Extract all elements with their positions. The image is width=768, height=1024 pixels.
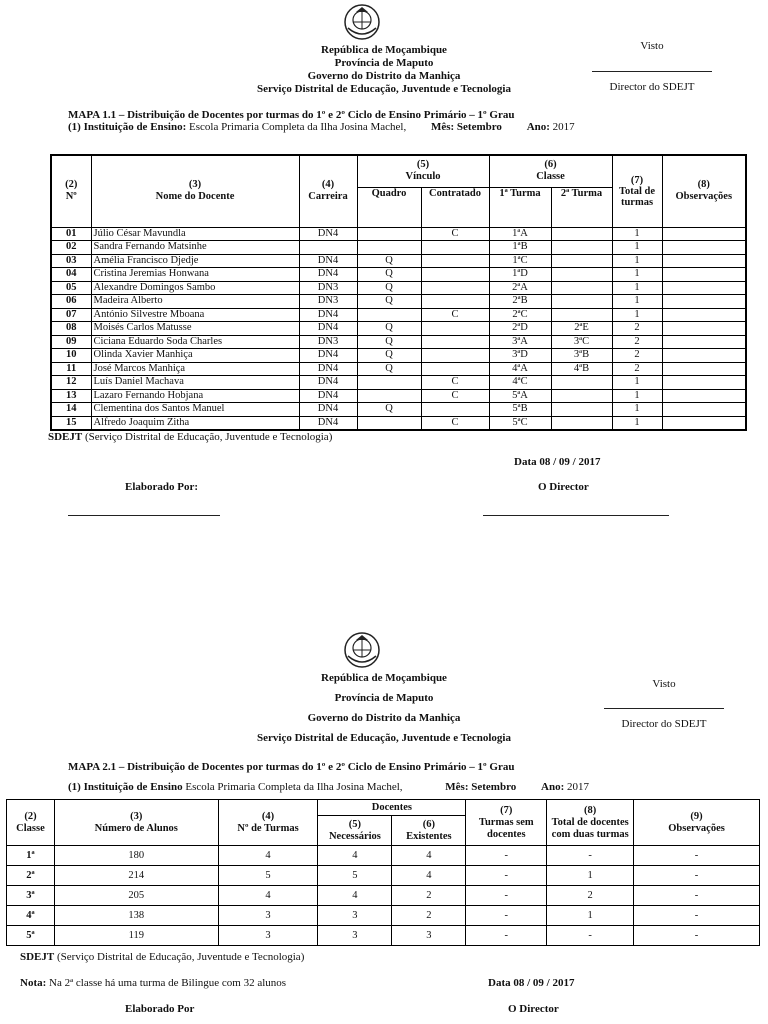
table-cell-quadro: Q — [357, 349, 421, 363]
table-cell-classe: 3ª — [7, 886, 55, 906]
doc1-header-provincia: Província de Maputo — [334, 57, 434, 69]
table-cell-numero: 13 — [51, 389, 91, 403]
col-2a-turma: 2ª Turma — [551, 187, 612, 227]
table-cell-total: 2 — [612, 335, 662, 349]
doc2-institution-line — [68, 781, 589, 793]
table-cell-alunos: 214 — [54, 866, 218, 886]
table-cell-contratado: C — [421, 389, 489, 403]
table-cell-nome: José Marcos Manhiça — [91, 362, 299, 376]
col-existentes: (6) Existentes — [392, 816, 466, 846]
table-cell-contratado — [421, 349, 489, 363]
table-cell-nome: Ciciana Eduardo Soda Charles — [91, 335, 299, 349]
col-nome-docente: (3) Nome do Docente — [91, 155, 299, 227]
col-turmas-sem-docentes: (7) Turmas sem docentes — [466, 800, 547, 846]
table-cell-1a-turma: 1ªA — [489, 227, 551, 241]
table-cell-1a-turma: 3ªA — [489, 335, 551, 349]
table-cell-observacoes — [662, 281, 746, 295]
table-cell-total: 1 — [612, 416, 662, 430]
table-cell-nome: Júlio César Mavundla — [91, 227, 299, 241]
table-cell-quadro: Q — [357, 268, 421, 282]
table-cell-quadro: Q — [357, 281, 421, 295]
table-cell-duas-turmas: 1 — [547, 906, 634, 926]
table-cell-carreira: DN3 — [299, 281, 357, 295]
table-cell-1a-turma: 5ªC — [489, 416, 551, 430]
col-necessarios: (5) Necessários — [318, 816, 392, 846]
table-row — [51, 403, 746, 417]
doc2-nota — [20, 977, 286, 989]
table-cell-observacoes: - — [634, 866, 760, 886]
table-cell-quadro — [357, 416, 421, 430]
table-cell-total: 1 — [612, 268, 662, 282]
table-row — [51, 241, 746, 255]
table-cell-numero: 01 — [51, 227, 91, 241]
table-cell-2a-turma: 2ªE — [551, 322, 612, 336]
table-cell-numero: 08 — [51, 322, 91, 336]
table-cell-2a-turma: 3ªB — [551, 349, 612, 363]
table-cell-observacoes — [662, 241, 746, 255]
table-cell-existentes: 3 — [392, 926, 466, 946]
table-cell-alunos: 119 — [54, 926, 218, 946]
table-cell-turmas: 5 — [218, 866, 318, 886]
table-row — [51, 376, 746, 390]
table-cell-existentes: 4 — [392, 846, 466, 866]
doc1-elaborado-por: Elaborado Por: — [125, 481, 199, 493]
table-cell-necessarios: 3 — [318, 906, 392, 926]
table-cell-numero: 07 — [51, 308, 91, 322]
table-cell-carreira: DN3 — [299, 295, 357, 309]
table-cell-carreira: DN4 — [299, 362, 357, 376]
table-cell-contratado: C — [421, 308, 489, 322]
doc1-map-title: MAPA 1.1 – Distribuição de Docentes por turmas do 1º e 2º Ciclo de Ensino Primário – 1º Grau — [68, 109, 515, 121]
table-row — [51, 322, 746, 336]
doc1-table-body — [51, 227, 746, 430]
table-cell-2a-turma — [551, 308, 612, 322]
table-cell-observacoes: - — [634, 846, 760, 866]
doc2-table-header-row-1 — [7, 800, 760, 816]
table-cell-duas-turmas: 1 — [547, 866, 634, 886]
doc2-visto: Visto — [652, 678, 676, 690]
table-cell-observacoes: - — [634, 926, 760, 946]
table-cell-duas-turmas: 2 — [547, 886, 634, 906]
table-cell-carreira: DN3 — [299, 335, 357, 349]
table-cell-observacoes — [662, 403, 746, 417]
table-row — [7, 846, 760, 866]
table-cell-existentes: 2 — [392, 886, 466, 906]
table-cell-carreira: DN4 — [299, 322, 357, 336]
doc1-sdejt-full: (Serviço Distrital de Educação, Juventude e Tecnologia) — [85, 431, 333, 443]
table-cell-carreira: DN4 — [299, 227, 357, 241]
doc1-visto: Visto — [640, 40, 664, 52]
col-total-turmas: (7) Total de turmas — [612, 155, 662, 227]
table-cell-quadro — [357, 389, 421, 403]
table-cell-nome: Olinda Xavier Manhiça — [91, 349, 299, 363]
table-cell-nome: Alfredo Joaquim Zitha — [91, 416, 299, 430]
table-cell-necessarios: 4 — [318, 846, 392, 866]
table-cell-contratado: C — [421, 227, 489, 241]
table-cell-nome: Lazaro Fernando Hobjana — [91, 389, 299, 403]
table-cell-numero: 12 — [51, 376, 91, 390]
table-cell-numero: 11 — [51, 362, 91, 376]
table-cell-carreira: DN4 — [299, 403, 357, 417]
table-cell-contratado — [421, 335, 489, 349]
table-row — [51, 295, 746, 309]
doc2-ano-label: Ano: — [541, 781, 565, 793]
table-cell-alunos: 180 — [54, 846, 218, 866]
table-cell-numero: 10 — [51, 349, 91, 363]
doc1-inst-value: Escola Primaria Completa da Ilha Josina Machel, — [189, 121, 407, 133]
doc2-classes-table — [6, 799, 760, 946]
doc1-header-governo: Governo do Distrito da Manhiça — [307, 70, 461, 82]
table-cell-alunos: 205 — [54, 886, 218, 906]
doc1-sdejt-abbr: SDEJT — [48, 431, 83, 443]
table-cell-numero: 15 — [51, 416, 91, 430]
table-row — [51, 268, 746, 282]
doc1-director-sdejt: Director do SDEJT — [609, 81, 695, 93]
table-cell-necessarios: 5 — [318, 866, 392, 886]
table-cell-2a-turma — [551, 389, 612, 403]
table-cell-quadro: Q — [357, 322, 421, 336]
table-cell-numero: 05 — [51, 281, 91, 295]
table-row — [51, 416, 746, 430]
table-cell-contratado — [421, 254, 489, 268]
doc1-director-signature-line — [483, 515, 669, 516]
table-cell-contratado — [421, 241, 489, 255]
table-row — [7, 906, 760, 926]
doc2-nota-text: Na 2ª classe há uma turma de Bilingue com 32 alunos — [49, 977, 287, 989]
table-cell-contratado — [421, 268, 489, 282]
table-cell-turmas: 3 — [218, 906, 318, 926]
table-row — [51, 308, 746, 322]
table-row — [51, 335, 746, 349]
table-cell-numero: 03 — [51, 254, 91, 268]
table-cell-total: 1 — [612, 308, 662, 322]
table-cell-turmas: 4 — [218, 846, 318, 866]
table-cell-quadro: Q — [357, 335, 421, 349]
doc2-mes: Mês: Setembro — [445, 781, 517, 793]
table-cell-necessarios: 3 — [318, 926, 392, 946]
table-cell-quadro — [357, 241, 421, 255]
table-cell-existentes: 2 — [392, 906, 466, 926]
doc2-elaborado-por: Elaborado Por — [125, 1003, 195, 1015]
doc1-elaborado-signature-line — [68, 515, 220, 516]
table-cell-2a-turma — [551, 268, 612, 282]
col-observacoes: (8) Observações — [662, 155, 746, 227]
table-cell-carreira: DN4 — [299, 376, 357, 390]
table-row — [51, 227, 746, 241]
table-cell-quadro — [357, 227, 421, 241]
table-cell-1a-turma: 1ªD — [489, 268, 551, 282]
doc2-map-title: MAPA 2.1 – Distribuição de Docentes por turmas do 1º e 2º Ciclo de Ensino Primário – 1º Grau — [68, 761, 515, 773]
table-cell-classe: 4ª — [7, 906, 55, 926]
table-cell-observacoes — [662, 335, 746, 349]
doc2-header-servico: Serviço Distrital de Educação, Juventude e Tecnologia — [257, 732, 511, 744]
doc1-ano-value: 2017 — [552, 121, 575, 133]
doc1-institution-line — [68, 121, 575, 133]
doc2-ano-value: 2017 — [567, 781, 589, 793]
table-row — [7, 886, 760, 906]
table-cell-nome: Madeira Alberto — [91, 295, 299, 309]
col-numero-turmas: (4) Nº de Turmas — [218, 800, 318, 846]
table-cell-contratado: C — [421, 376, 489, 390]
table-cell-quadro: Q — [357, 254, 421, 268]
table-cell-total: 1 — [612, 295, 662, 309]
col-classe: (6) Classe — [489, 155, 612, 187]
table-cell-total: 2 — [612, 322, 662, 336]
table-cell-necessarios: 4 — [318, 886, 392, 906]
table-cell-observacoes — [662, 322, 746, 336]
table-cell-quadro — [357, 376, 421, 390]
doc1-table-header-row-1 — [51, 155, 746, 187]
table-row — [51, 254, 746, 268]
table-cell-2a-turma — [551, 403, 612, 417]
table-cell-numero: 02 — [51, 241, 91, 255]
table-cell-carreira — [299, 241, 357, 255]
table-cell-alunos: 138 — [54, 906, 218, 926]
table-cell-total: 1 — [612, 254, 662, 268]
table-cell-carreira: DN4 — [299, 254, 357, 268]
table-cell-2a-turma — [551, 376, 612, 390]
table-cell-1a-turma: 2ªD — [489, 322, 551, 336]
table-cell-observacoes — [662, 268, 746, 282]
doc2-inst-value: Escola Primaria Completa da Ilha Josina Machel, — [185, 781, 403, 793]
table-cell-observacoes — [662, 362, 746, 376]
table-cell-carreira: DN4 — [299, 389, 357, 403]
table-cell-numero: 09 — [51, 335, 91, 349]
col-1a-turma: 1ª Turma — [489, 187, 551, 227]
table-cell-1a-turma: 2ªA — [489, 281, 551, 295]
table-cell-sem-docentes: - — [466, 866, 547, 886]
doc1-visto-signature-line — [592, 71, 712, 72]
table-cell-quadro — [357, 308, 421, 322]
table-cell-observacoes: - — [634, 906, 760, 926]
table-cell-contratado: C — [421, 416, 489, 430]
doc1-inst-label: (1) Instituição de Ensino: — [68, 121, 187, 133]
table-cell-1a-turma: 5ªB — [489, 403, 551, 417]
col-numero: (2) Nº — [51, 155, 91, 227]
doc1-footer-sdejt — [48, 431, 332, 443]
table-cell-2a-turma: 4ªB — [551, 362, 612, 376]
table-cell-observacoes — [662, 308, 746, 322]
doc2-header-republica: República de Moçambique — [321, 672, 447, 684]
table-cell-total: 1 — [612, 281, 662, 295]
table-cell-contratado — [421, 295, 489, 309]
doc2-footer-sdejt — [20, 951, 304, 963]
table-cell-2a-turma — [551, 416, 612, 430]
col-observacoes: (9) Observações — [634, 800, 760, 846]
table-cell-nome: Amélia Francisco Djedje — [91, 254, 299, 268]
doc2-sdejt-full: (Serviço Distrital de Educação, Juventude e Tecnologia) — [57, 951, 305, 963]
doc2-header-provincia: Província de Maputo — [334, 692, 434, 704]
doc2-visto-signature-line — [604, 708, 724, 709]
table-cell-carreira: DN4 — [299, 349, 357, 363]
table-cell-turmas: 3 — [218, 926, 318, 946]
col-numero-alunos: (3) Número de Alunos — [54, 800, 218, 846]
table-cell-sem-docentes: - — [466, 906, 547, 926]
table-cell-2a-turma — [551, 295, 612, 309]
table-cell-total: 1 — [612, 376, 662, 390]
table-cell-2a-turma — [551, 281, 612, 295]
doc2-sdejt-abbr: SDEJT — [20, 951, 55, 963]
col-contratado: Contratado — [421, 187, 489, 227]
table-cell-nome: Alexandre Domingos Sambo — [91, 281, 299, 295]
table-cell-quadro: Q — [357, 403, 421, 417]
doc1-teachers-table — [50, 154, 747, 431]
doc1-header-servico: Serviço Distrital de Educação, Juventude e Tecnologia — [257, 83, 511, 95]
table-cell-carreira: DN4 — [299, 268, 357, 282]
table-cell-2a-turma: 3ªC — [551, 335, 612, 349]
table-row — [51, 362, 746, 376]
table-cell-contratado — [421, 281, 489, 295]
table-cell-sem-docentes: - — [466, 926, 547, 946]
table-row — [7, 866, 760, 886]
table-cell-nome: Cristina Jeremias Honwana — [91, 268, 299, 282]
doc1-date: Data 08 / 09 / 2017 — [514, 456, 601, 468]
doc1-o-director: O Director — [538, 481, 589, 493]
table-row — [7, 926, 760, 946]
table-cell-observacoes — [662, 376, 746, 390]
table-cell-numero: 06 — [51, 295, 91, 309]
table-cell-quadro: Q — [357, 362, 421, 376]
doc2-inst-label: (1) Instituição de Ensino — [68, 781, 183, 793]
table-cell-total: 1 — [612, 389, 662, 403]
table-cell-numero: 14 — [51, 403, 91, 417]
table-cell-total: 1 — [612, 241, 662, 255]
table-cell-1a-turma: 4ªA — [489, 362, 551, 376]
table-cell-observacoes — [662, 227, 746, 241]
table-cell-observacoes: - — [634, 886, 760, 906]
table-cell-2a-turma — [551, 227, 612, 241]
table-cell-contratado — [421, 322, 489, 336]
table-cell-numero: 04 — [51, 268, 91, 282]
table-cell-nome: Moisés Carlos Matusse — [91, 322, 299, 336]
col-quadro: Quadro — [357, 187, 421, 227]
col-docentes-duas-turmas: (8) Total de docentes com duas turmas — [547, 800, 634, 846]
table-cell-total: 2 — [612, 362, 662, 376]
table-cell-1a-turma: 2ªC — [489, 308, 551, 322]
doc1-ano-label: Ano: — [526, 121, 550, 133]
table-cell-carreira: DN4 — [299, 308, 357, 322]
doc2-table-body — [7, 846, 760, 946]
col-vinculo: (5) Vínculo — [357, 155, 489, 187]
col-docentes: Docentes — [318, 800, 466, 816]
doc2-director-sdejt: Director do SDEJT — [621, 718, 707, 730]
mozambique-emblem-icon — [342, 630, 382, 670]
doc1-mes: Mês: Setembro — [430, 121, 502, 133]
table-cell-turmas: 4 — [218, 886, 318, 906]
table-cell-sem-docentes: - — [466, 846, 547, 866]
table-cell-duas-turmas: - — [547, 846, 634, 866]
table-cell-nome: Luís Daniel Machava — [91, 376, 299, 390]
col-carreira: (4) Carreira — [299, 155, 357, 227]
table-cell-1a-turma: 1ªC — [489, 254, 551, 268]
table-cell-observacoes — [662, 349, 746, 363]
table-cell-observacoes — [662, 254, 746, 268]
table-cell-sem-docentes: - — [466, 886, 547, 906]
doc2-header-governo: Governo do Distrito da Manhiça — [307, 712, 461, 724]
col-classe: (2) Classe — [7, 800, 55, 846]
table-row — [51, 349, 746, 363]
table-cell-observacoes — [662, 389, 746, 403]
table-cell-classe: 1ª — [7, 846, 55, 866]
table-cell-1a-turma: 1ªB — [489, 241, 551, 255]
table-cell-contratado — [421, 362, 489, 376]
table-cell-contratado — [421, 403, 489, 417]
doc2-nota-label: Nota: — [20, 977, 47, 989]
table-cell-1a-turma: 2ªB — [489, 295, 551, 309]
doc1-header-republica: República de Moçambique — [321, 44, 447, 56]
table-cell-duas-turmas: - — [547, 926, 634, 946]
table-cell-1a-turma: 4ªC — [489, 376, 551, 390]
table-row — [51, 389, 746, 403]
table-cell-total: 1 — [612, 403, 662, 417]
table-cell-observacoes — [662, 416, 746, 430]
table-cell-carreira: DN4 — [299, 416, 357, 430]
table-cell-total: 1 — [612, 227, 662, 241]
table-cell-1a-turma: 3ªD — [489, 349, 551, 363]
table-cell-quadro: Q — [357, 295, 421, 309]
table-row — [51, 281, 746, 295]
table-cell-nome: Clementina dos Santos Manuel — [91, 403, 299, 417]
mozambique-emblem-icon — [342, 2, 382, 42]
table-cell-nome: António Silvestre Mboana — [91, 308, 299, 322]
doc2-o-director: O Director — [508, 1003, 559, 1015]
table-cell-classe: 5ª — [7, 926, 55, 946]
table-cell-2a-turma — [551, 241, 612, 255]
table-cell-classe: 2ª — [7, 866, 55, 886]
table-cell-total: 2 — [612, 349, 662, 363]
table-cell-existentes: 4 — [392, 866, 466, 886]
table-cell-observacoes — [662, 295, 746, 309]
table-cell-nome: Sandra Fernando Matsinhe — [91, 241, 299, 255]
doc2-date: Data 08 / 09 / 2017 — [488, 977, 575, 989]
table-cell-2a-turma — [551, 254, 612, 268]
table-cell-1a-turma: 5ªA — [489, 389, 551, 403]
